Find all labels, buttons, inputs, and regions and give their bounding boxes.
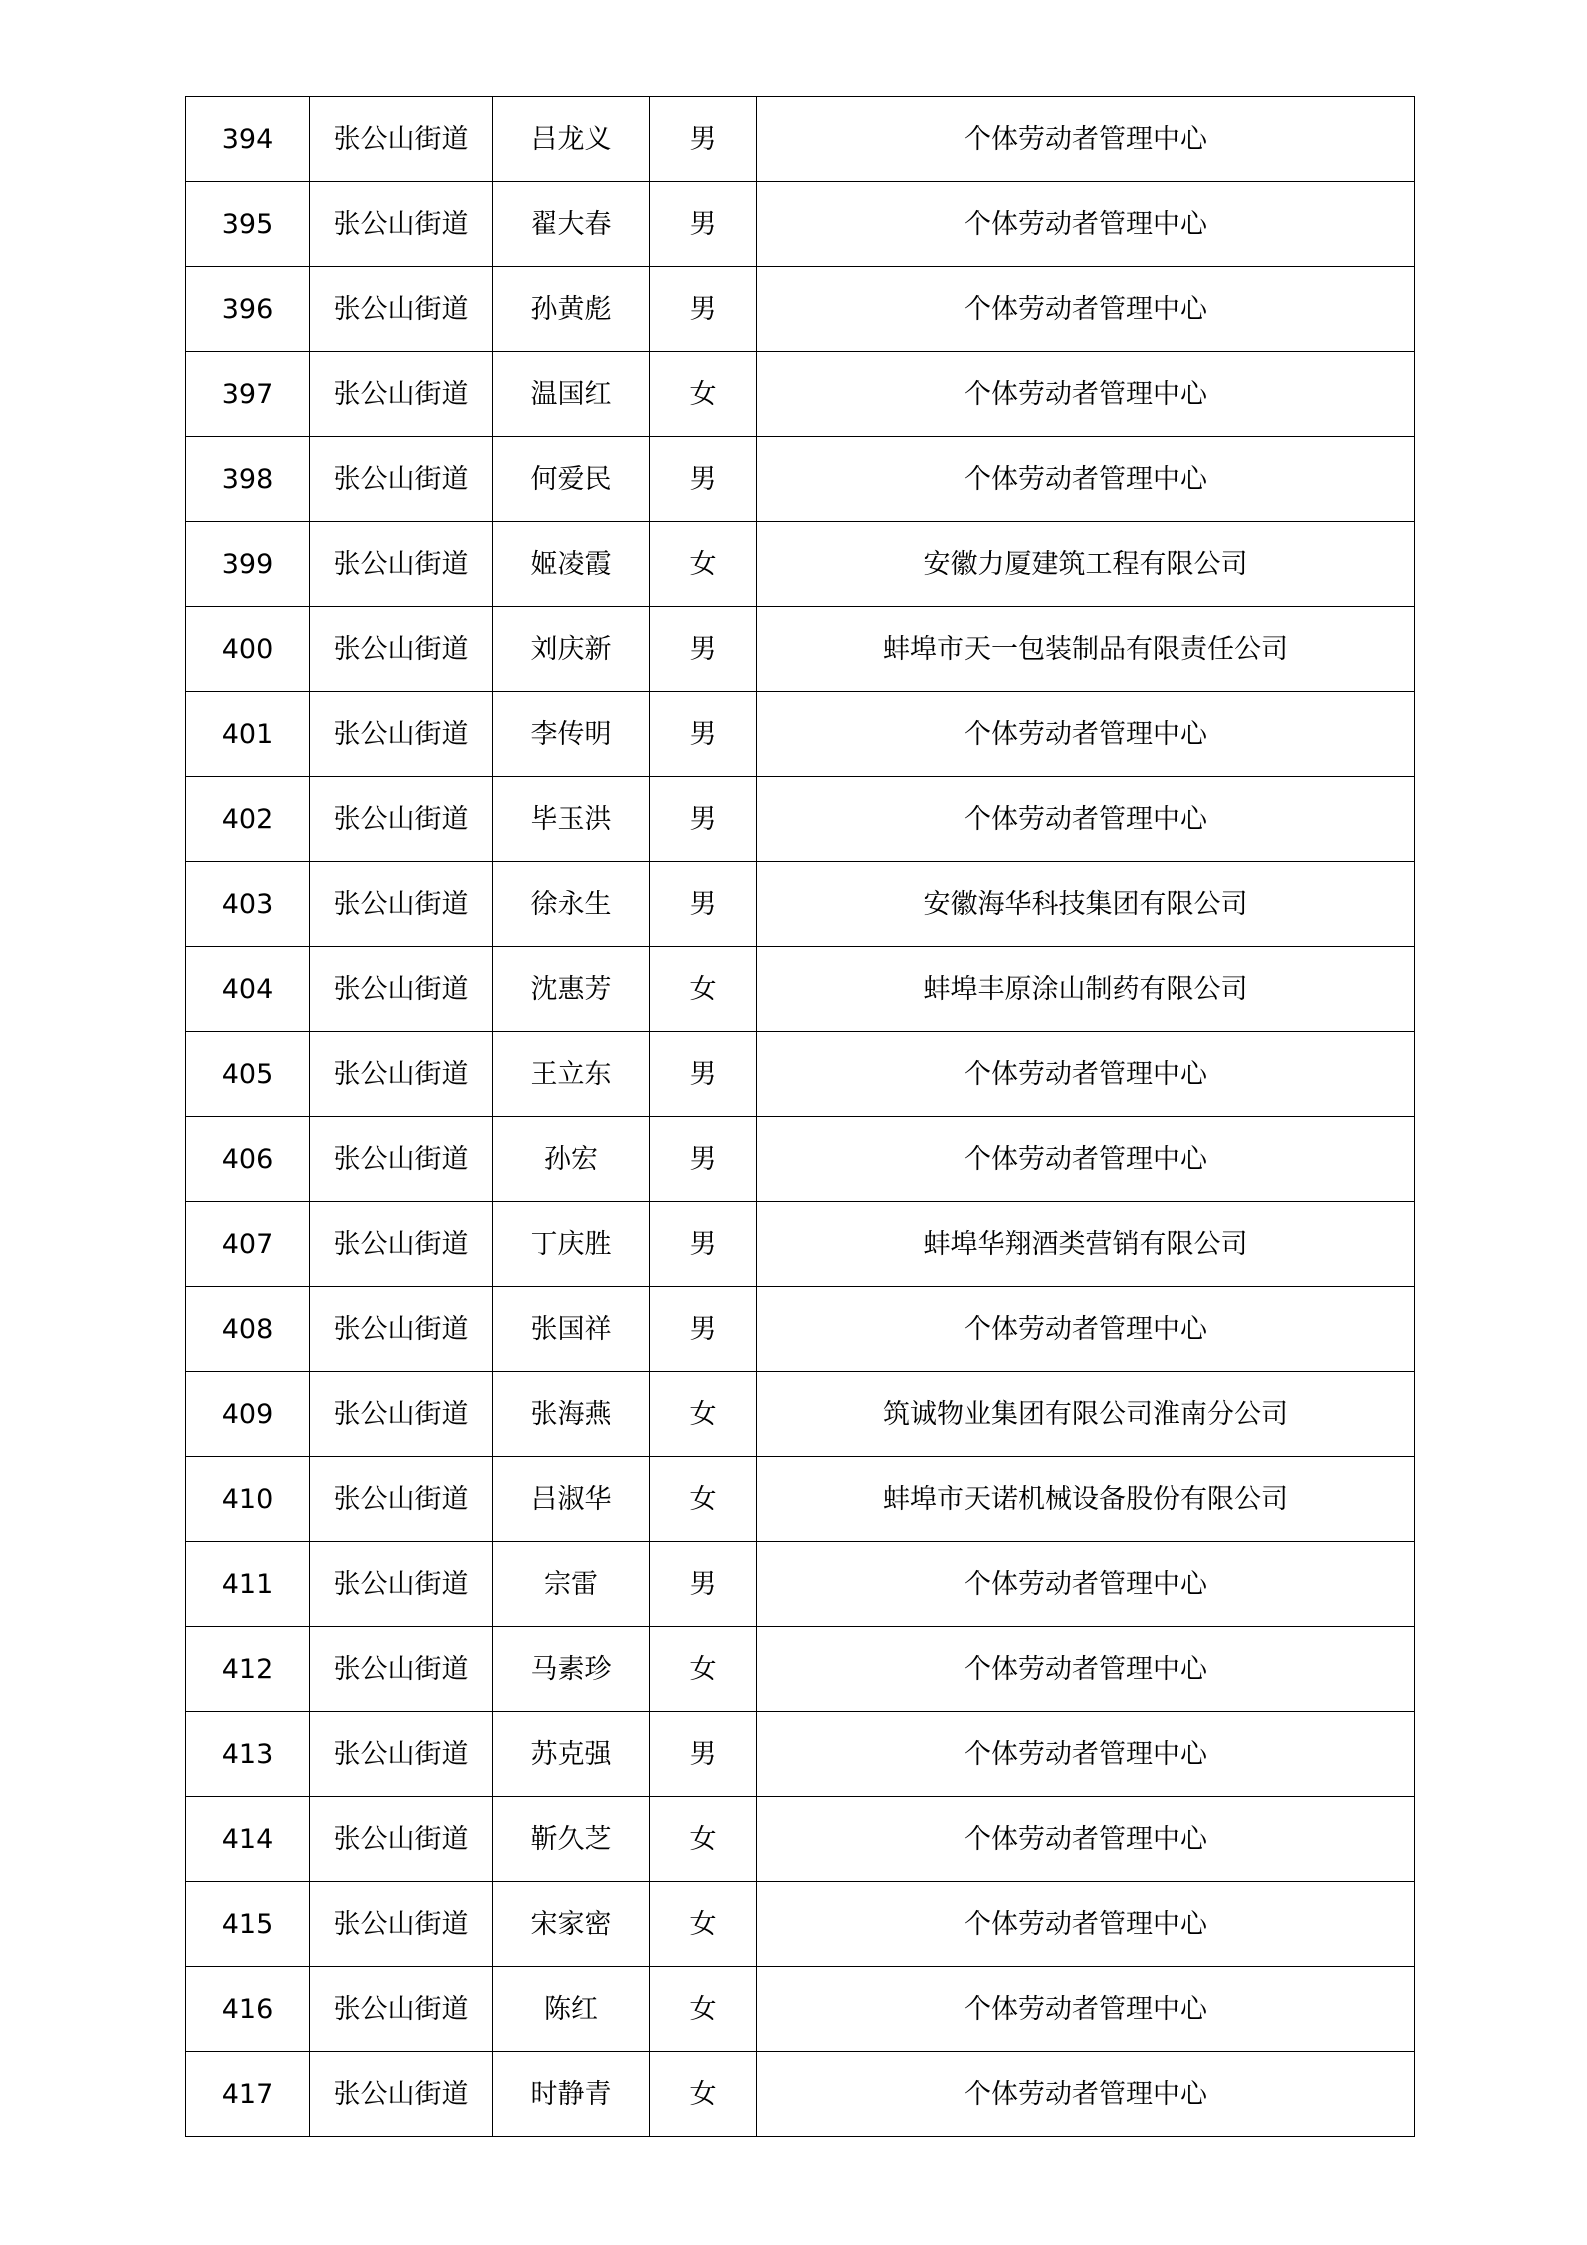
table-row <box>186 1627 1415 1712</box>
cell-number: 398 <box>186 437 310 522</box>
cell-person-name: 毕玉洪 <box>493 777 650 862</box>
roster-table <box>185 96 1415 2137</box>
cell-street: 张公山街道 <box>310 1202 493 1287</box>
cell-number: 411 <box>186 1542 310 1627</box>
cell-gender: 女 <box>650 1967 757 2052</box>
table-row <box>186 437 1415 522</box>
cell-gender: 男 <box>650 437 757 522</box>
cell-gender: 女 <box>650 2052 757 2137</box>
cell-street: 张公山街道 <box>310 1967 493 2052</box>
cell-gender: 男 <box>650 1032 757 1117</box>
cell-person-name: 宋家密 <box>493 1882 650 1967</box>
table-row <box>186 352 1415 437</box>
cell-organization: 个体劳动者管理中心 <box>757 1797 1415 1882</box>
table-row <box>186 1457 1415 1542</box>
cell-gender: 男 <box>650 1117 757 1202</box>
cell-gender: 女 <box>650 947 757 1032</box>
cell-person-name: 翟大春 <box>493 182 650 267</box>
cell-person-name: 王立东 <box>493 1032 650 1117</box>
cell-organization: 个体劳动者管理中心 <box>757 1627 1415 1712</box>
cell-organization: 个体劳动者管理中心 <box>757 1032 1415 1117</box>
cell-number: 396 <box>186 267 310 352</box>
table-row <box>186 1372 1415 1457</box>
cell-person-name: 宗雷 <box>493 1542 650 1627</box>
cell-organization: 蚌埠华翔酒类营销有限公司 <box>757 1202 1415 1287</box>
cell-gender: 男 <box>650 1712 757 1797</box>
table-row <box>186 522 1415 607</box>
cell-person-name: 何爱民 <box>493 437 650 522</box>
table-row <box>186 692 1415 777</box>
cell-organization: 个体劳动者管理中心 <box>757 1542 1415 1627</box>
cell-person-name: 徐永生 <box>493 862 650 947</box>
cell-street: 张公山街道 <box>310 437 493 522</box>
cell-gender: 男 <box>650 607 757 692</box>
cell-number: 406 <box>186 1117 310 1202</box>
cell-person-name: 张国祥 <box>493 1287 650 1372</box>
cell-person-name: 孙黄彪 <box>493 267 650 352</box>
cell-person-name: 丁庆胜 <box>493 1202 650 1287</box>
cell-person-name: 苏克强 <box>493 1712 650 1797</box>
cell-gender: 女 <box>650 1457 757 1542</box>
cell-person-name: 孙宏 <box>493 1117 650 1202</box>
table-row <box>186 1032 1415 1117</box>
cell-street: 张公山街道 <box>310 182 493 267</box>
cell-organization: 蚌埠市天诺机械设备股份有限公司 <box>757 1457 1415 1542</box>
cell-number: 412 <box>186 1627 310 1712</box>
cell-number: 403 <box>186 862 310 947</box>
cell-street: 张公山街道 <box>310 267 493 352</box>
cell-gender: 女 <box>650 1882 757 1967</box>
cell-organization: 个体劳动者管理中心 <box>757 1967 1415 2052</box>
table-row <box>186 1287 1415 1372</box>
cell-organization: 个体劳动者管理中心 <box>757 777 1415 862</box>
cell-gender: 男 <box>650 267 757 352</box>
table-row <box>186 1712 1415 1797</box>
cell-person-name: 沈惠芳 <box>493 947 650 1032</box>
cell-gender: 男 <box>650 1542 757 1627</box>
cell-number: 410 <box>186 1457 310 1542</box>
cell-number: 416 <box>186 1967 310 2052</box>
cell-organization: 个体劳动者管理中心 <box>757 2052 1415 2137</box>
cell-organization: 个体劳动者管理中心 <box>757 352 1415 437</box>
cell-number: 404 <box>186 947 310 1032</box>
cell-number: 413 <box>186 1712 310 1797</box>
cell-organization: 个体劳动者管理中心 <box>757 1117 1415 1202</box>
table-row <box>186 1542 1415 1627</box>
cell-street: 张公山街道 <box>310 2052 493 2137</box>
cell-number: 397 <box>186 352 310 437</box>
table-row <box>186 1117 1415 1202</box>
cell-street: 张公山街道 <box>310 1627 493 1712</box>
table-row <box>186 1967 1415 2052</box>
cell-street: 张公山街道 <box>310 1287 493 1372</box>
cell-street: 张公山街道 <box>310 1882 493 1967</box>
cell-gender: 男 <box>650 862 757 947</box>
cell-street: 张公山街道 <box>310 1117 493 1202</box>
cell-number: 402 <box>186 777 310 862</box>
cell-person-name: 吕淑华 <box>493 1457 650 1542</box>
table-row <box>186 97 1415 182</box>
cell-gender: 女 <box>650 352 757 437</box>
cell-person-name: 李传明 <box>493 692 650 777</box>
cell-organization: 安徽海华科技集团有限公司 <box>757 862 1415 947</box>
cell-gender: 女 <box>650 522 757 607</box>
cell-person-name: 陈红 <box>493 1967 650 2052</box>
cell-street: 张公山街道 <box>310 607 493 692</box>
cell-organization: 安徽力厦建筑工程有限公司 <box>757 522 1415 607</box>
cell-street: 张公山街道 <box>310 1372 493 1457</box>
table-row <box>186 2052 1415 2137</box>
cell-number: 394 <box>186 97 310 182</box>
cell-street: 张公山街道 <box>310 1457 493 1542</box>
cell-number: 407 <box>186 1202 310 1287</box>
cell-street: 张公山街道 <box>310 947 493 1032</box>
table-row <box>186 1202 1415 1287</box>
cell-organization: 个体劳动者管理中心 <box>757 692 1415 777</box>
cell-number: 414 <box>186 1797 310 1882</box>
cell-number: 395 <box>186 182 310 267</box>
table-row <box>186 182 1415 267</box>
cell-street: 张公山街道 <box>310 862 493 947</box>
cell-gender: 女 <box>650 1797 757 1882</box>
cell-number: 399 <box>186 522 310 607</box>
table-row <box>186 1797 1415 1882</box>
cell-person-name: 姬凌霞 <box>493 522 650 607</box>
cell-person-name: 吕龙义 <box>493 97 650 182</box>
cell-gender: 女 <box>650 1372 757 1457</box>
table-row <box>186 267 1415 352</box>
cell-person-name: 时静青 <box>493 2052 650 2137</box>
cell-number: 417 <box>186 2052 310 2137</box>
table-row <box>186 607 1415 692</box>
cell-number: 405 <box>186 1032 310 1117</box>
cell-person-name: 张海燕 <box>493 1372 650 1457</box>
cell-gender: 男 <box>650 97 757 182</box>
cell-street: 张公山街道 <box>310 777 493 862</box>
cell-organization: 筑诚物业集团有限公司淮南分公司 <box>757 1372 1415 1457</box>
table-row <box>186 947 1415 1032</box>
cell-street: 张公山街道 <box>310 97 493 182</box>
cell-organization: 个体劳动者管理中心 <box>757 1712 1415 1797</box>
cell-street: 张公山街道 <box>310 692 493 777</box>
cell-number: 409 <box>186 1372 310 1457</box>
cell-gender: 男 <box>650 777 757 862</box>
table-row <box>186 862 1415 947</box>
cell-person-name: 马素珍 <box>493 1627 650 1712</box>
cell-gender: 男 <box>650 182 757 267</box>
table-row <box>186 777 1415 862</box>
cell-street: 张公山街道 <box>310 522 493 607</box>
cell-number: 415 <box>186 1882 310 1967</box>
roster-table-body <box>186 97 1415 2137</box>
cell-organization: 个体劳动者管理中心 <box>757 97 1415 182</box>
cell-street: 张公山街道 <box>310 1542 493 1627</box>
cell-organization: 个体劳动者管理中心 <box>757 267 1415 352</box>
cell-gender: 男 <box>650 1202 757 1287</box>
cell-organization: 个体劳动者管理中心 <box>757 1287 1415 1372</box>
cell-organization: 蚌埠丰原涂山制药有限公司 <box>757 947 1415 1032</box>
cell-organization: 个体劳动者管理中心 <box>757 182 1415 267</box>
cell-organization: 个体劳动者管理中心 <box>757 1882 1415 1967</box>
cell-street: 张公山街道 <box>310 1032 493 1117</box>
cell-street: 张公山街道 <box>310 352 493 437</box>
cell-person-name: 温国红 <box>493 352 650 437</box>
cell-gender: 女 <box>650 1627 757 1712</box>
cell-person-name: 靳久芝 <box>493 1797 650 1882</box>
cell-number: 400 <box>186 607 310 692</box>
cell-street: 张公山街道 <box>310 1712 493 1797</box>
cell-number: 401 <box>186 692 310 777</box>
cell-organization: 个体劳动者管理中心 <box>757 437 1415 522</box>
table-row <box>186 1882 1415 1967</box>
cell-street: 张公山街道 <box>310 1797 493 1882</box>
cell-gender: 男 <box>650 1287 757 1372</box>
cell-organization: 蚌埠市天一包装制品有限责任公司 <box>757 607 1415 692</box>
cell-gender: 男 <box>650 692 757 777</box>
cell-person-name: 刘庆新 <box>493 607 650 692</box>
cell-number: 408 <box>186 1287 310 1372</box>
